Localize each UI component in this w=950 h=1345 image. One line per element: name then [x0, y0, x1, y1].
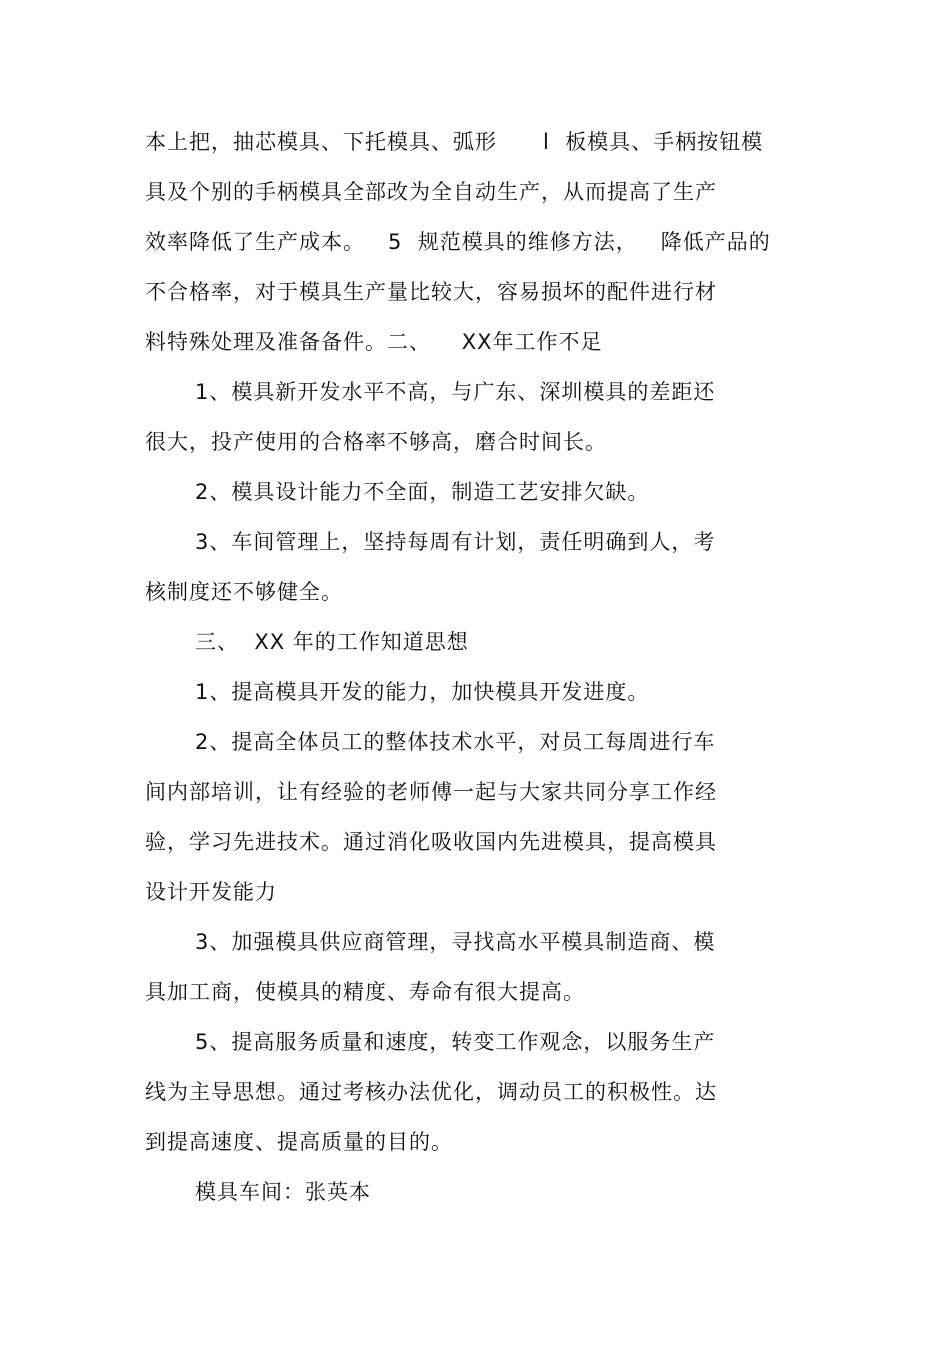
text-line-14: 间内部培训，让有经验的老师傅一起与大家共同分享工作经: [145, 780, 717, 804]
text-line-1: 本上把，抽芯模具、下托模具、弧形 l 板模具、手柄按钮模: [145, 130, 764, 154]
text-line-20: 线为主导思想。通过考核办法优化，调动员工的积极性。达: [145, 1080, 717, 1104]
text-line-10: 核制度还不够健全。: [145, 580, 343, 604]
text-line-21: 到提高速度、提高质量的目的。: [145, 1130, 453, 1154]
text-line-5: 料特殊处理及准备备件。二、 XX年工作不足: [145, 330, 603, 354]
text-line-6: 1、模具新开发水平不高，与广东、深圳模具的差距还: [195, 380, 716, 404]
text-line-13: 2、提高全体员工的整体技术水平，对员工每周进行车: [195, 730, 716, 754]
text-line-2: 具及个别的手柄模具全部改为全自动生产，从而提高了生产: [145, 180, 717, 204]
text-line-3: 效率降低了生产成本。 5 规范模具的维修方法， 降低产品的: [145, 230, 771, 254]
text-line-16: 设计开发能力: [145, 880, 277, 904]
signature: 模具车间：张英本: [195, 1180, 371, 1204]
text-line-4: 不合格率，对于模具生产量比较大，容易损坏的配件进行材: [145, 280, 717, 304]
text-line-19: 5、提高服务质量和速度，转变工作观念，以服务生产: [195, 1030, 716, 1054]
text-line-8: 2、模具设计能力不全面，制造工艺安排欠缺。: [195, 480, 650, 504]
section-heading-3: 三、 XX 年的工作知道思想: [195, 630, 469, 654]
text-line-15: 验，学习先进技术。通过消化吸收国内先进模具，提高模具: [145, 830, 717, 854]
text-line-12: 1、提高模具开发的能力，加快模具开发进度。: [195, 680, 650, 704]
text-line-7: 很大，投产使用的合格率不够高，磨合时间长。: [145, 430, 607, 454]
text-line-17: 3、加强模具供应商管理，寻找高水平模具制造商、模: [195, 930, 716, 954]
text-line-18: 具加工商，使模具的精度、寿命有很大提高。: [145, 980, 585, 1004]
text-line-9: 3、车间管理上，坚持每周有计划，责任明确到人，考: [195, 530, 716, 554]
